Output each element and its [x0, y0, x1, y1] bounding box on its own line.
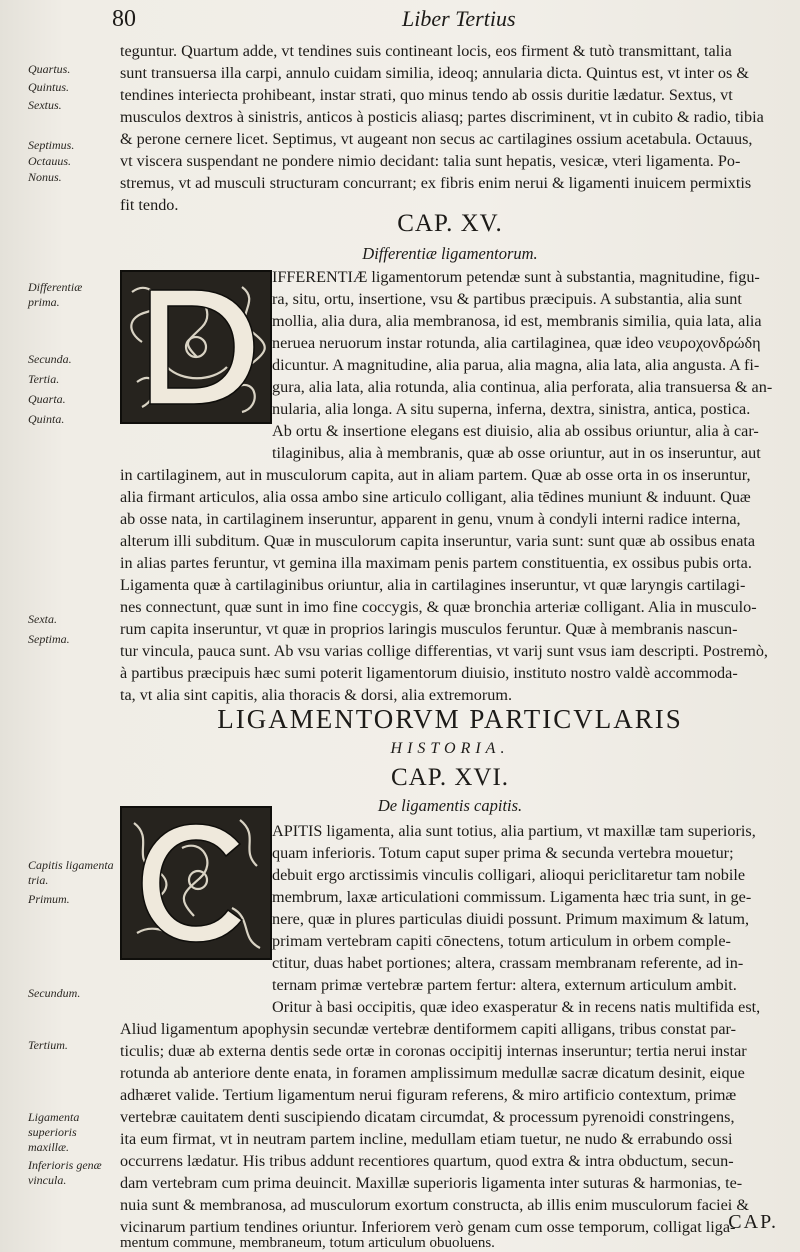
text-line: teguntur. Quartum adde, vt tendines suis contineant locis, eos firment & tutò transmittant, talia	[120, 42, 732, 60]
running-title: Liber Tertius	[402, 6, 516, 31]
text-line: occurrens lædatur. His tribus addunt recentiores quartum, quod extra & intra obductum, secun-	[120, 1152, 734, 1170]
text-line: tendines interiecta prohibeant, instar strati, quo minus tendo ab ossis duritie lædatur. Sextus, vt	[120, 86, 733, 104]
margin-note-primum: Primum.	[28, 892, 70, 906]
text-line: alia firmant articulos, alia ossa ambo sine articulo colligant, alia tēdines muniunt & induunt. Quæ	[120, 488, 751, 506]
margin-note-quartus: Quartus.	[28, 62, 71, 76]
margin-note-differentiae-prima: Differentiæ prima.	[28, 280, 83, 309]
text-line: primam vertebram capiti cōnectens, totum articulum in orbem comple-	[272, 932, 731, 950]
margin-note-ligamenta-superioris: Ligamenta superioris maxillæ.	[28, 1110, 80, 1154]
margin-note-inferioris-genae: Inferioris genæ vincula.	[28, 1158, 102, 1187]
margin-note-quintus: Quintus.	[28, 80, 70, 94]
margin-note-septimus: Septimus.	[28, 138, 75, 152]
text-line: dam vertebram cum prima deuincit. Maxillæ superioris ligamenta inter suturas & harmonias, te-	[120, 1174, 743, 1192]
chapter-15-subtitle: Differentiæ ligamentorum.	[362, 244, 538, 263]
text-line: vertebræ cauitatem denti suscipiendo dicatam circumdat, & processum pyrenoidi constringens,	[120, 1108, 735, 1126]
text-line: nes connectunt, quæ sunt in imo fine coccygis, & quæ bronchia arteriæ colligant. Alia in musculo-	[120, 598, 757, 616]
text-line: gura, alia lata, alia rotunda, alia continua, alia perforata, alia transuersa & an-	[272, 378, 773, 396]
chapter-15-title: CAP. XV.	[397, 210, 503, 237]
text-line: neruea neruorum instar rotunda, alia cartilaginea, quæ ideo νευροχονδρώδη	[272, 334, 761, 352]
decorated-initial-d	[120, 270, 272, 424]
text-line: in cartilaginem, aut in musculorum capita, aut in aliam partem. Quæ ab osse orta in os inseruntur,	[120, 466, 751, 484]
margin-note-quinta: Quinta.	[28, 412, 65, 426]
text-line: nuia sunt & membranosa, ad musculorum exortum constructa, ab illis enim musculorum faciei &	[120, 1196, 749, 1214]
initial-d-ornament	[122, 272, 270, 422]
text-line: debuit ergo arctissimis vinculis colligari, alioqui periclitaretur tam nobile	[272, 866, 746, 884]
text-line: ta, vt alia sint capitis, alia thoracis & dorsi, alia extremorum.	[120, 686, 512, 704]
text-line: stremus, vt ad musculi structuram concurrant; ex fibris enim nerui & ligamenti inuicem permixtis	[120, 174, 752, 192]
text-line: sunt transuersa illa carpi, annulo cuidam similia, ideoq; annularia dicta. Quintus est, vt inter os &	[120, 64, 749, 82]
text-line: APITIS ligamenta, alia sunt totius, alia partium, vt maxillæ tam superioris,	[272, 822, 756, 840]
margin-note-quarta: Quarta.	[28, 392, 66, 406]
margin-note-tertia: Tertia.	[28, 372, 60, 386]
section-title-sub: HISTORIA.	[390, 740, 510, 757]
text-line: tur vincula, pauca sunt. Ab vsu varias collige differentias, vt varij sunt vsus iam descripti. Postremò,	[120, 642, 768, 660]
margin-note-capitis-ligamenta: Capitis ligamenta tria.	[28, 858, 114, 887]
text-line: membrum, laxæ articulationi commissum. Ligamenta hæc tria sunt, in ge-	[272, 888, 752, 906]
text-line: IFFERENTIÆ ligamentorum petendæ sunt à substantia, magnitudine, figu-	[272, 268, 760, 286]
text-line: ctitur, duas habet portiones; altera, crassam membranam referente, ad in-	[272, 954, 744, 972]
running-head	[112, 6, 780, 40]
text-line: in alias partes feruntur, vt gemina illa maximam penis partem constituentia, ex ossibus pubis orta.	[120, 554, 752, 572]
text-line: quam inferioris. Totum caput super prima & secunda vertebra mouetur;	[272, 844, 734, 862]
margin-note-tertium: Tertium.	[28, 1038, 68, 1052]
text-line: adhæret valide. Tertium ligamentum nerui figuram referens, & miro artificio contextum, primæ	[120, 1086, 737, 1104]
margin-note-sextus: Sextus.	[28, 98, 62, 112]
text-line: vicinarum partium tendines oriuntur. Inferiorem verò genam cum osse temporum, colligat liga-	[120, 1218, 736, 1236]
text-line: alterum illi subditum. Quæ in musculorum capita inseruntur, varia sunt: sunt quæ ab ossibus enata	[120, 532, 756, 550]
catchword: CAP.	[728, 1211, 778, 1233]
section-title-main: LIGAMENTORVM PARTICVLARIS	[217, 704, 683, 734]
margin-note-secunda: Secunda.	[28, 352, 72, 366]
margin-note-nonus: Nonus.	[28, 170, 62, 184]
margin-note-octauus: Octauus.	[28, 154, 71, 168]
chapter-16-subtitle: De ligamentis capitis.	[377, 796, 523, 815]
chapter-16-title: CAP. XVI.	[390, 764, 510, 791]
text-line: Ligamenta quæ à cartilaginibus oriuntur, alia in cartilagines inseruntur, vt quæ laryngis cartilagi-	[120, 576, 746, 594]
text-line: dicuntur. A magnitudine, alia parua, alia magna, alia lata, alia angusta. A fi-	[272, 356, 760, 374]
text-line: nere, quæ in plures particulas diuidi possunt. Primum maximum & latum,	[272, 910, 750, 928]
margin-note-secundum: Secundum.	[28, 986, 81, 1000]
text-line: Ab ortu & insertione elegans est diuisio, alia ab ossibus oriuntur, alia à car-	[272, 422, 759, 440]
text-line: tilaginibus, alia à membranis, quæ ab osse oriuntur, aut in os inseruntur, aut	[272, 444, 761, 462]
text-line: musculos dextros à sinistris, anticos à posticis aliasq; partes discriminent, vt in cubito & radio, tibia	[120, 108, 764, 126]
text-line: vt viscera suspendant ne pondere nimio decidant: talia sunt hepatis, vesicæ, vteri ligamenta. Po-	[120, 152, 741, 170]
text-line: ticulis; duæ ab externa dentis sede ortæ in coronas occipitij internas inseruntur; tertia nerui instar	[120, 1042, 747, 1060]
text-line: mentum commune, membraneum, totum articulum obuoluens.	[120, 1235, 495, 1251]
text-line: ab osse nata, in cartilaginem inseruntur, apparent in genu, vnum à condyli interni radice interna,	[120, 510, 741, 528]
text-line: rotunda ab anteriore dente enata, in foramen amplissimum medullæ sacræ dicatum desinit, eique	[120, 1064, 745, 1082]
text-line: nularia, alia longa. A situ superna, inferna, dextra, sinistra, antica, postica.	[272, 400, 751, 418]
text-line: Aliud ligamentum apophysin secundæ vertebræ dentiformem capiti alligans, tribus constat par-	[120, 1020, 737, 1038]
initial-c-ornament	[122, 808, 270, 958]
page-number: 80	[112, 6, 136, 32]
text-line: mollia, alia dura, alia membranosa, id est, membranis similia, quia lata, alia	[272, 312, 762, 330]
decorated-initial-c	[120, 806, 272, 960]
margin-note-sexta: Sexta.	[28, 612, 57, 626]
text-line: & perone cernere licet. Septimus, vt augeant non secus ac cartilagines ossium acetabula. Octauus,	[120, 130, 753, 148]
text-line: ita eum firmat, vt in neutram partem incline, medullam etiam tuetur, ne nudo & errabundo ossi	[120, 1130, 733, 1148]
text-line: ternam primæ vertebræ partem fertur: altera, externum articulum ambit.	[272, 976, 737, 994]
margin-note-septima: Septima.	[28, 632, 70, 646]
text-line: Oritur à basi occipitis, quæ ideo exasperatur & in recens natis multifida est,	[272, 998, 761, 1016]
text-line: fit tendo.	[120, 196, 179, 214]
text-line: rum capita inseruntur, vt quæ in proprios laringis musculos feruntur. Quæ à membranis nascun-	[120, 620, 738, 638]
text-line: ra, situ, ortu, insertione, vsu & partibus præcipuis. A substantia, alia sunt	[272, 290, 742, 308]
text-line: à partibus præcipuis hæc sumi poterit ligamentorum diuisio, instituto nostro valdè accommoda-	[120, 664, 738, 682]
